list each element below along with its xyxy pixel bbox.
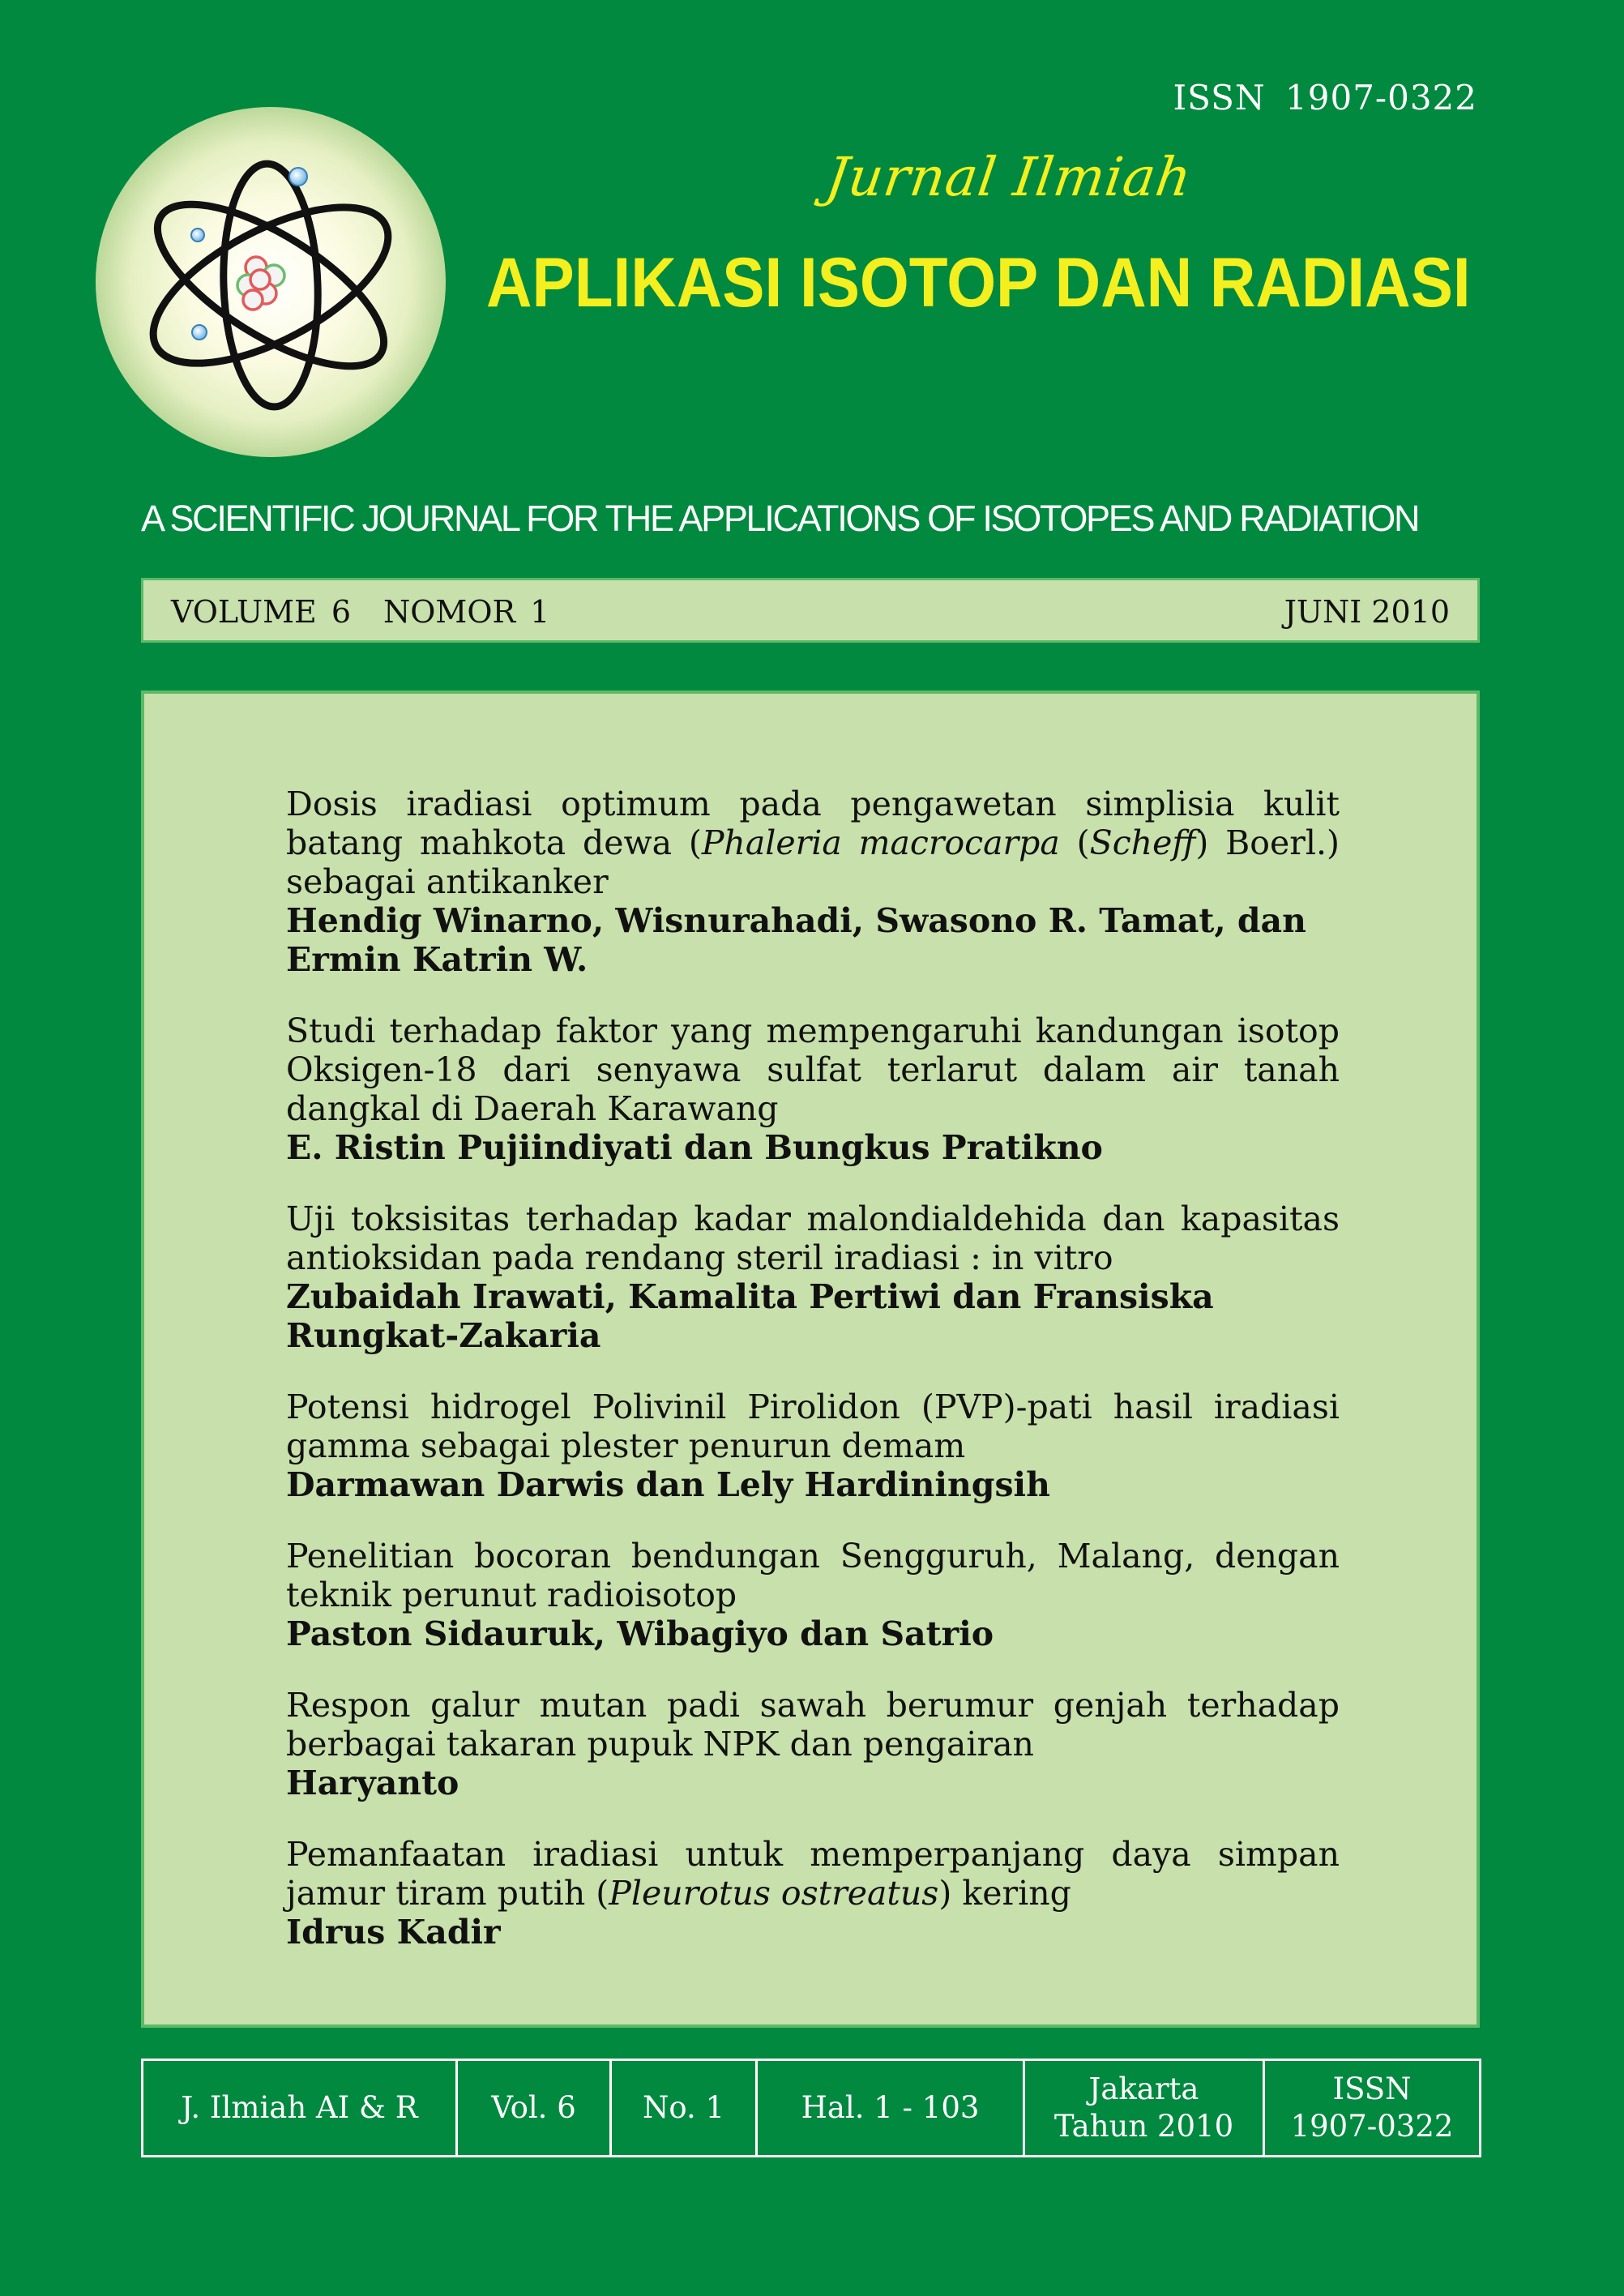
article-item [286, 1686, 1340, 1802]
volume-number-group [171, 594, 549, 630]
issn-top: ISSN 1907-0322 [1173, 78, 1477, 118]
article-title [286, 785, 1340, 901]
citation-place-city: Jakarta [1088, 2072, 1199, 2106]
article-authors: Zubaidah Irawati, Kamalita Pertiwi dan Fransiska Rungkat-Zakaria [286, 1277, 1214, 1355]
article-title-text: Dosis iradiasi optimum pada pengawetan simplisia kulit batang mahkota dewa ( [286, 785, 1340, 862]
citation-issn-number: 1907-0322 [1290, 2109, 1454, 2144]
table-of-contents [141, 691, 1480, 2028]
volume-label: VOLUME 6 [171, 594, 352, 630]
article-title [286, 1387, 1340, 1465]
citation-number: No. 1 [612, 2061, 758, 2155]
atom-icon [94, 105, 447, 459]
citation-issn [1265, 2061, 1479, 2155]
article-authors: Darmawan Darwis dan Lely Hardiningsih [286, 1465, 1050, 1504]
article-title [286, 1199, 1340, 1277]
article-title-italic: Phaleria macrocarpa [701, 823, 1060, 862]
article-title-text: Potensi hidrogel Polivinil Pirolidon (PVP)-pati hasil iradiasi gamma sebagai plester penurun demam [286, 1387, 1340, 1465]
article-title-italic: Scheff [1089, 823, 1196, 862]
article-item [286, 1199, 1340, 1355]
article-title-text: Uji toksisitas terhadap kadar malondialdehida dan kapasitas antioksidan pada rendang steril iradiasi : in vitro [286, 1199, 1340, 1277]
article-title-text: Respon galur mutan padi sawah berumur genjah terhadap berbagai takaran pupuk NPK dan pengairan [286, 1686, 1340, 1764]
article-item [286, 1011, 1340, 1167]
article-title-italic: Pleurotus ostreatus [609, 1874, 939, 1913]
citation-table [141, 2059, 1481, 2157]
article-authors: Idrus Kadir [286, 1913, 501, 1952]
article-authors: Haryanto [286, 1764, 459, 1802]
article-item [286, 1387, 1340, 1504]
article-title-text: ( [1059, 823, 1090, 862]
journal-tagline: A SCIENTIFIC JOURNAL FOR THE APPLICATIONS OF ISOTOPES AND RADIATION [141, 498, 1419, 539]
article-item [286, 1835, 1340, 1952]
citation-journal: J. Ilmiah AI & R [143, 2061, 458, 2155]
issue-date: JUNI 2010 [1284, 594, 1450, 630]
article-title-text: Studi terhadap faktor yang mempengaruhi kandungan isotop Oksigen-18 dari senyawa sulfat terlarut dalam air tanah dangkal di Daerah Karawang [286, 1011, 1340, 1128]
article-authors: Hendig Winarno, Wisnurahadi, Swasono R. Tamat, dan Ermin Katrin W. [286, 901, 1306, 979]
citation-issn-label: ISSN [1332, 2072, 1412, 2106]
article-item [286, 785, 1340, 979]
citation-place [1025, 2061, 1265, 2155]
article-title-text: ) kering [938, 1874, 1071, 1913]
article-item [286, 1537, 1340, 1653]
article-authors: E. Ristin Pujiindiyati dan Bungkus Pratikno [286, 1128, 1103, 1167]
citation-place-year: Tahun 2010 [1053, 2109, 1234, 2144]
citation-volume: Vol. 6 [458, 2061, 612, 2155]
article-title-text: Pemanfaatan iradiasi untuk memperpanjang daya simpan jamur tiram putih ( [286, 1835, 1340, 1913]
article-title [286, 1835, 1340, 1913]
article-authors: Paston Sidauruk, Wibagiyo dan Satrio [286, 1614, 994, 1653]
article-title [286, 1537, 1340, 1614]
article-title-text: ) Boerl.) sebagai antikanker [286, 823, 1340, 901]
journal-title: APLIKASI ISOTOP DAN RADIASI [486, 244, 1471, 322]
article-title-text: Penelitian bocoran bendungan Sengguruh, Malang, dengan teknik perunut radioisotop [286, 1537, 1340, 1614]
article-list [286, 785, 1340, 1984]
number-label: NOMOR 1 [383, 594, 550, 630]
volume-bar [141, 578, 1480, 643]
journal-subtitle: Jurnal Ilmiah [822, 146, 1196, 208]
article-title [286, 1011, 1340, 1128]
citation-pages: Hal. 1 - 103 [758, 2061, 1025, 2155]
article-title [286, 1686, 1340, 1764]
